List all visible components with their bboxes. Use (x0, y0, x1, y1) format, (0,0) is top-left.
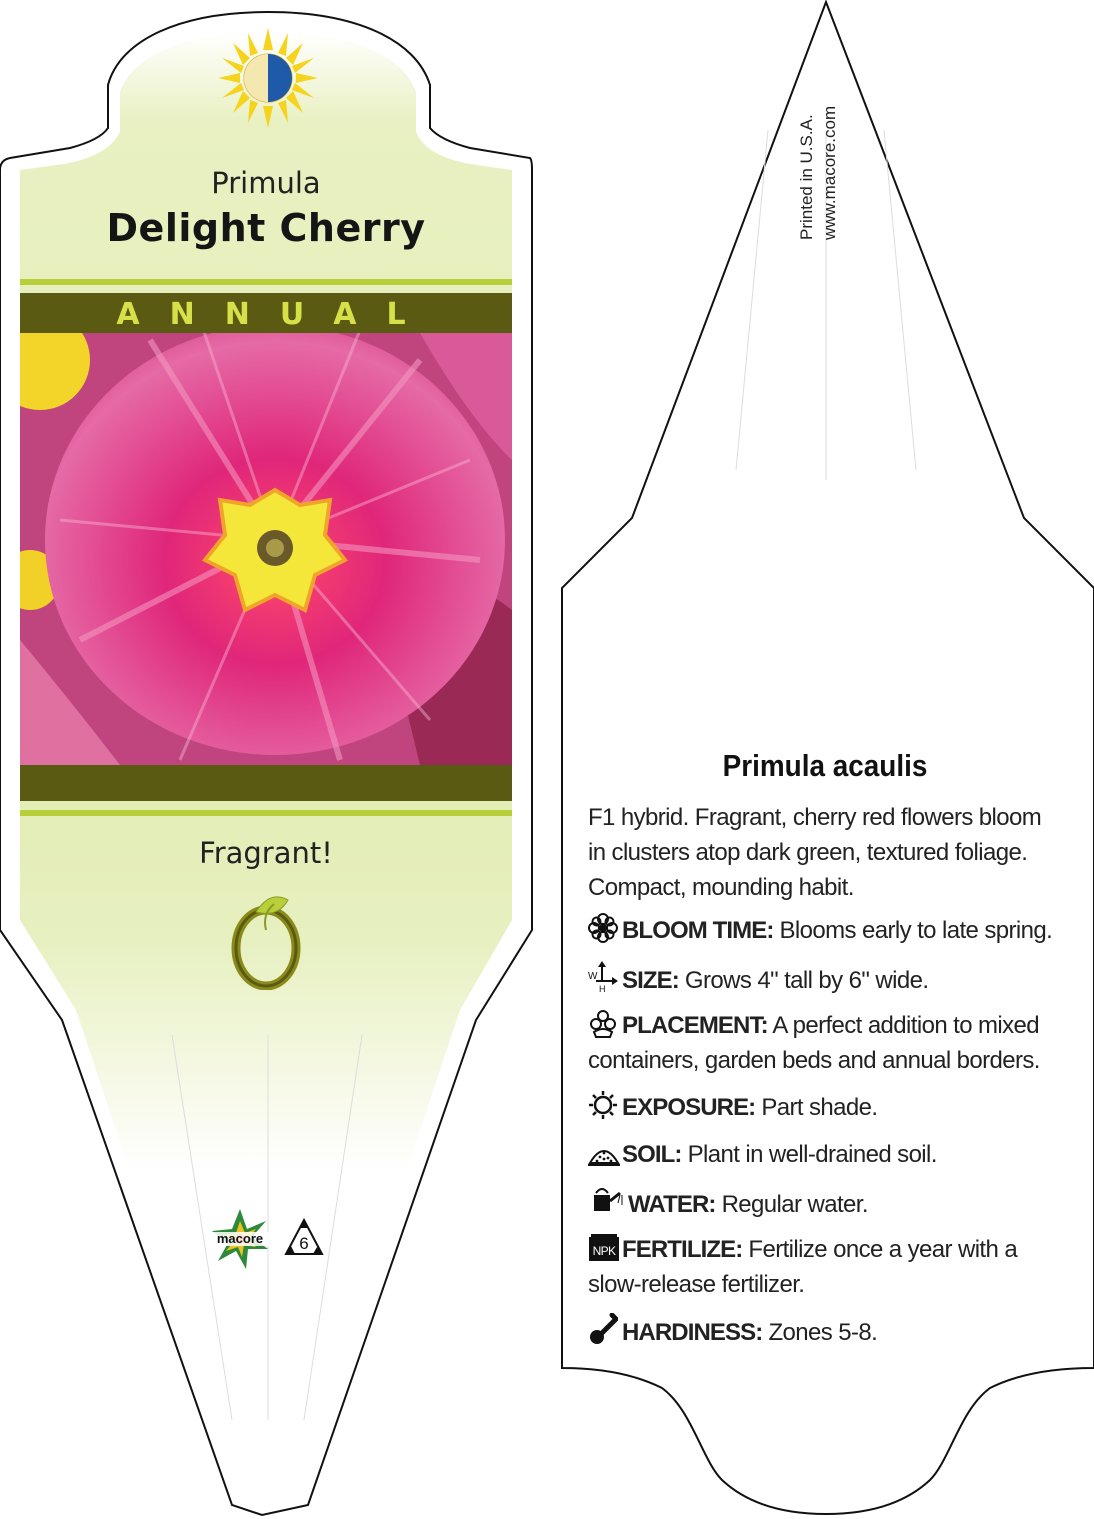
sun-exposure-icon (588, 1090, 622, 1120)
care-label: EXPOSURE: (622, 1094, 756, 1121)
front-variety-name: Delight Cherry (106, 206, 426, 250)
svg-text:W: W (588, 971, 597, 982)
category-label: ANNUAL (116, 297, 436, 332)
seedling-icon (226, 890, 306, 990)
npk-fertilizer-icon (588, 1234, 622, 1262)
care-value: A perfect addition to mixed containers, garden beds and annual borders. (588, 1012, 1040, 1074)
sun-part-shade-icon (216, 28, 320, 128)
flower-bloom-icon (588, 913, 622, 943)
care-hardiness (588, 1313, 1068, 1350)
care-value: Plant in well-drained soil. (687, 1141, 937, 1168)
care-value: Blooms early to late spring. (779, 917, 1053, 944)
front-genus-name: Primula (211, 166, 321, 200)
feature-text: Fragrant! (199, 836, 333, 870)
care-exposure (588, 1090, 1068, 1125)
flower-photo (0, 310, 538, 765)
size-arrows-icon (588, 961, 622, 993)
printed-in-text: Printed in U.S.A. (797, 114, 816, 240)
care-label: PLACEMENT: (622, 1012, 768, 1039)
care-value: Regular water. (721, 1191, 868, 1218)
care-water (588, 1185, 1068, 1222)
plant-description: F1 hybrid. Fragrant, cherry red flowers bloom in clusters atop dark green, textured foliage. Compact, mounding habit. (588, 804, 1042, 901)
care-label: FERTILIZE: (622, 1236, 743, 1263)
care-bloom-time (588, 913, 1068, 948)
thermometer-icon (588, 1313, 622, 1345)
placement-flowers-icon (588, 1008, 622, 1038)
bottom-accent-stripe (20, 810, 512, 816)
soil-mound-icon (588, 1137, 622, 1167)
care-value: Fertilize once a year with a slow-release fertilizer. (588, 1236, 1018, 1298)
recycle-code: 6 (299, 1234, 309, 1253)
care-label: SIZE: (622, 967, 679, 994)
macore-logo (206, 1208, 274, 1270)
care-value: Zones 5-8. (768, 1319, 878, 1346)
bottom-band (20, 765, 512, 801)
care-label: BLOOM TIME: (622, 917, 774, 944)
care-label: WATER: (628, 1191, 716, 1218)
care-placement (588, 1008, 1068, 1078)
care-soil (588, 1137, 1068, 1172)
care-size (588, 961, 1068, 998)
care-label: SOIL: (622, 1141, 682, 1168)
top-accent-stripe (20, 279, 512, 285)
recycle-icon (282, 1216, 326, 1260)
care-label: HARDINESS: (622, 1319, 763, 1346)
macore-logo-text: macore (216, 1231, 264, 1246)
watering-can-icon (588, 1185, 628, 1217)
svg-text:NPK: NPK (592, 1244, 616, 1258)
printed-info (795, 60, 855, 240)
care-value: Part shade. (761, 1094, 878, 1121)
svg-text:H: H (599, 984, 605, 993)
care-value: Grows 4" tall by 6" wide. (684, 967, 929, 994)
website-text: www.macore.com (820, 105, 839, 240)
scientific-name: Primula acaulis (722, 748, 928, 783)
care-fertilize (588, 1232, 1068, 1302)
